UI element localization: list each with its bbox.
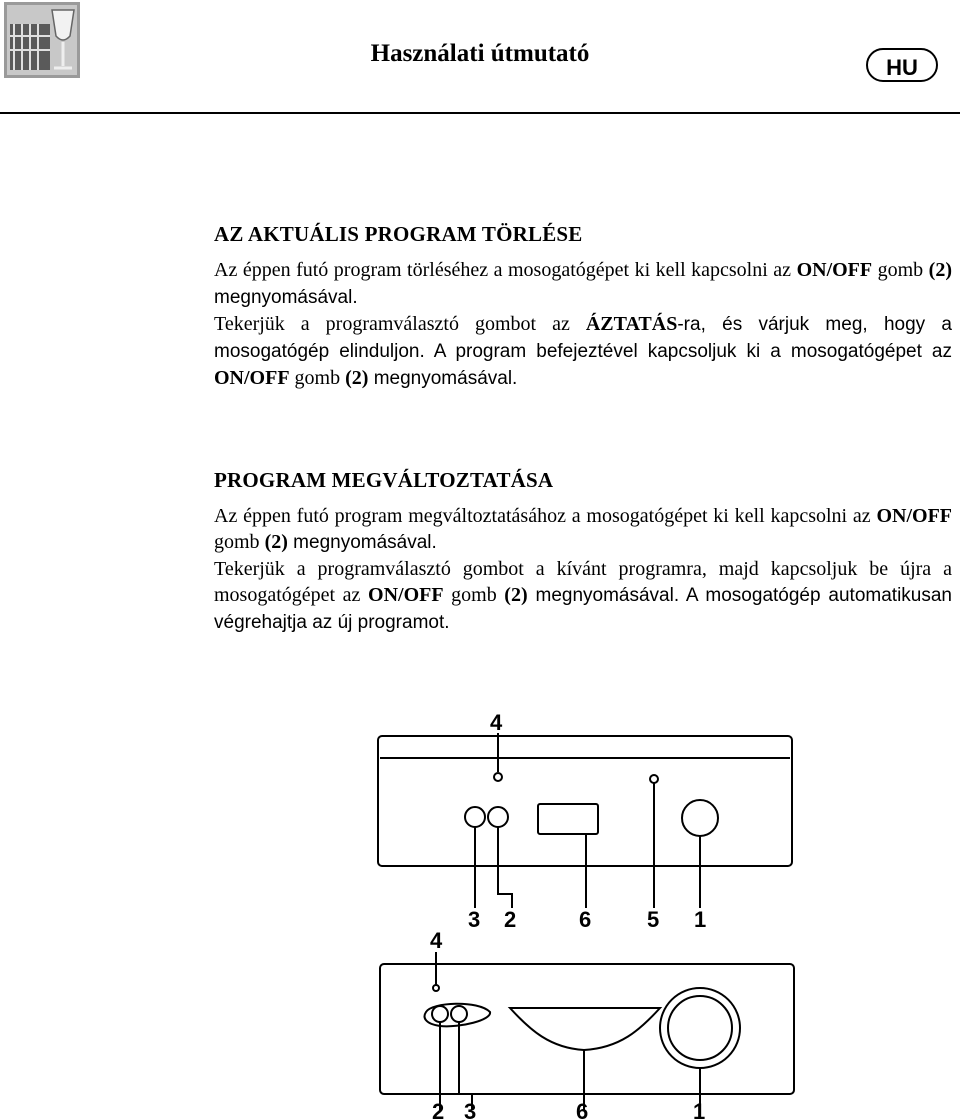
label-6: 6 xyxy=(576,1099,589,1119)
on-off-button[interactable] xyxy=(488,807,508,827)
label-4: 4 xyxy=(490,710,503,735)
label-1: 1 xyxy=(694,907,707,932)
paragraph: Tekerjük a programválasztó gombot a kívánt programra, majd kapcsoljuk be újra a mosogatógépet az ON/OFF gomb (2) megnyomásával. A mosogatógép automatikusan végrehajtja az új programot. xyxy=(214,558,952,633)
paragraph: Az éppen futó program törléséhez a mosogatógépet ki kell kapcsolni az ON/OFF gomb (2) megnyomásával. xyxy=(214,259,952,308)
led-indicator xyxy=(494,773,502,781)
section-cancel-program xyxy=(214,222,952,392)
page-title: Használati útmutató xyxy=(370,40,590,67)
paragraph: Tekerjük a programválasztó gombot az ÁZTATÁS-ra, és várjuk meg, hogy a mosogatógép elinduljon. A program befejeztével kapcsoljuk ki a mosogatógépet az ON/OFF gomb (2) megnyomásával. xyxy=(214,313,952,389)
button-3[interactable] xyxy=(451,1006,467,1022)
indicator-light xyxy=(650,775,658,783)
button-3[interactable] xyxy=(465,807,485,827)
label-2: 2 xyxy=(432,1099,445,1119)
header-divider xyxy=(0,112,960,114)
section-heading: PROGRAM MEGVÁLTOZTATÁSA xyxy=(214,468,554,492)
language-badge: HU xyxy=(866,48,938,82)
program-knob[interactable] xyxy=(660,988,740,1068)
program-knob[interactable] xyxy=(682,800,718,836)
label-5: 5 xyxy=(647,907,660,932)
label-1: 1 xyxy=(693,1099,706,1119)
label-4: 4 xyxy=(430,928,443,953)
label-3: 3 xyxy=(468,907,481,932)
label-3: 3 xyxy=(464,1099,477,1119)
on-off-button[interactable] xyxy=(432,1006,448,1022)
led-indicator xyxy=(433,985,439,991)
section-heading: AZ AKTUÁLIS PROGRAM TÖRLÉSE xyxy=(214,222,583,246)
label-2: 2 xyxy=(504,907,517,932)
display-window xyxy=(538,804,598,834)
display-window xyxy=(510,1008,660,1050)
control-panel-diagram xyxy=(360,708,920,1119)
paragraph: Az éppen futó program megváltoztatásához a mosogatógépet ki kell kapcsolni az ON/OFF gomb (2) megnyomásával. xyxy=(214,505,952,553)
section-change-program xyxy=(214,468,952,636)
label-6: 6 xyxy=(579,907,592,932)
